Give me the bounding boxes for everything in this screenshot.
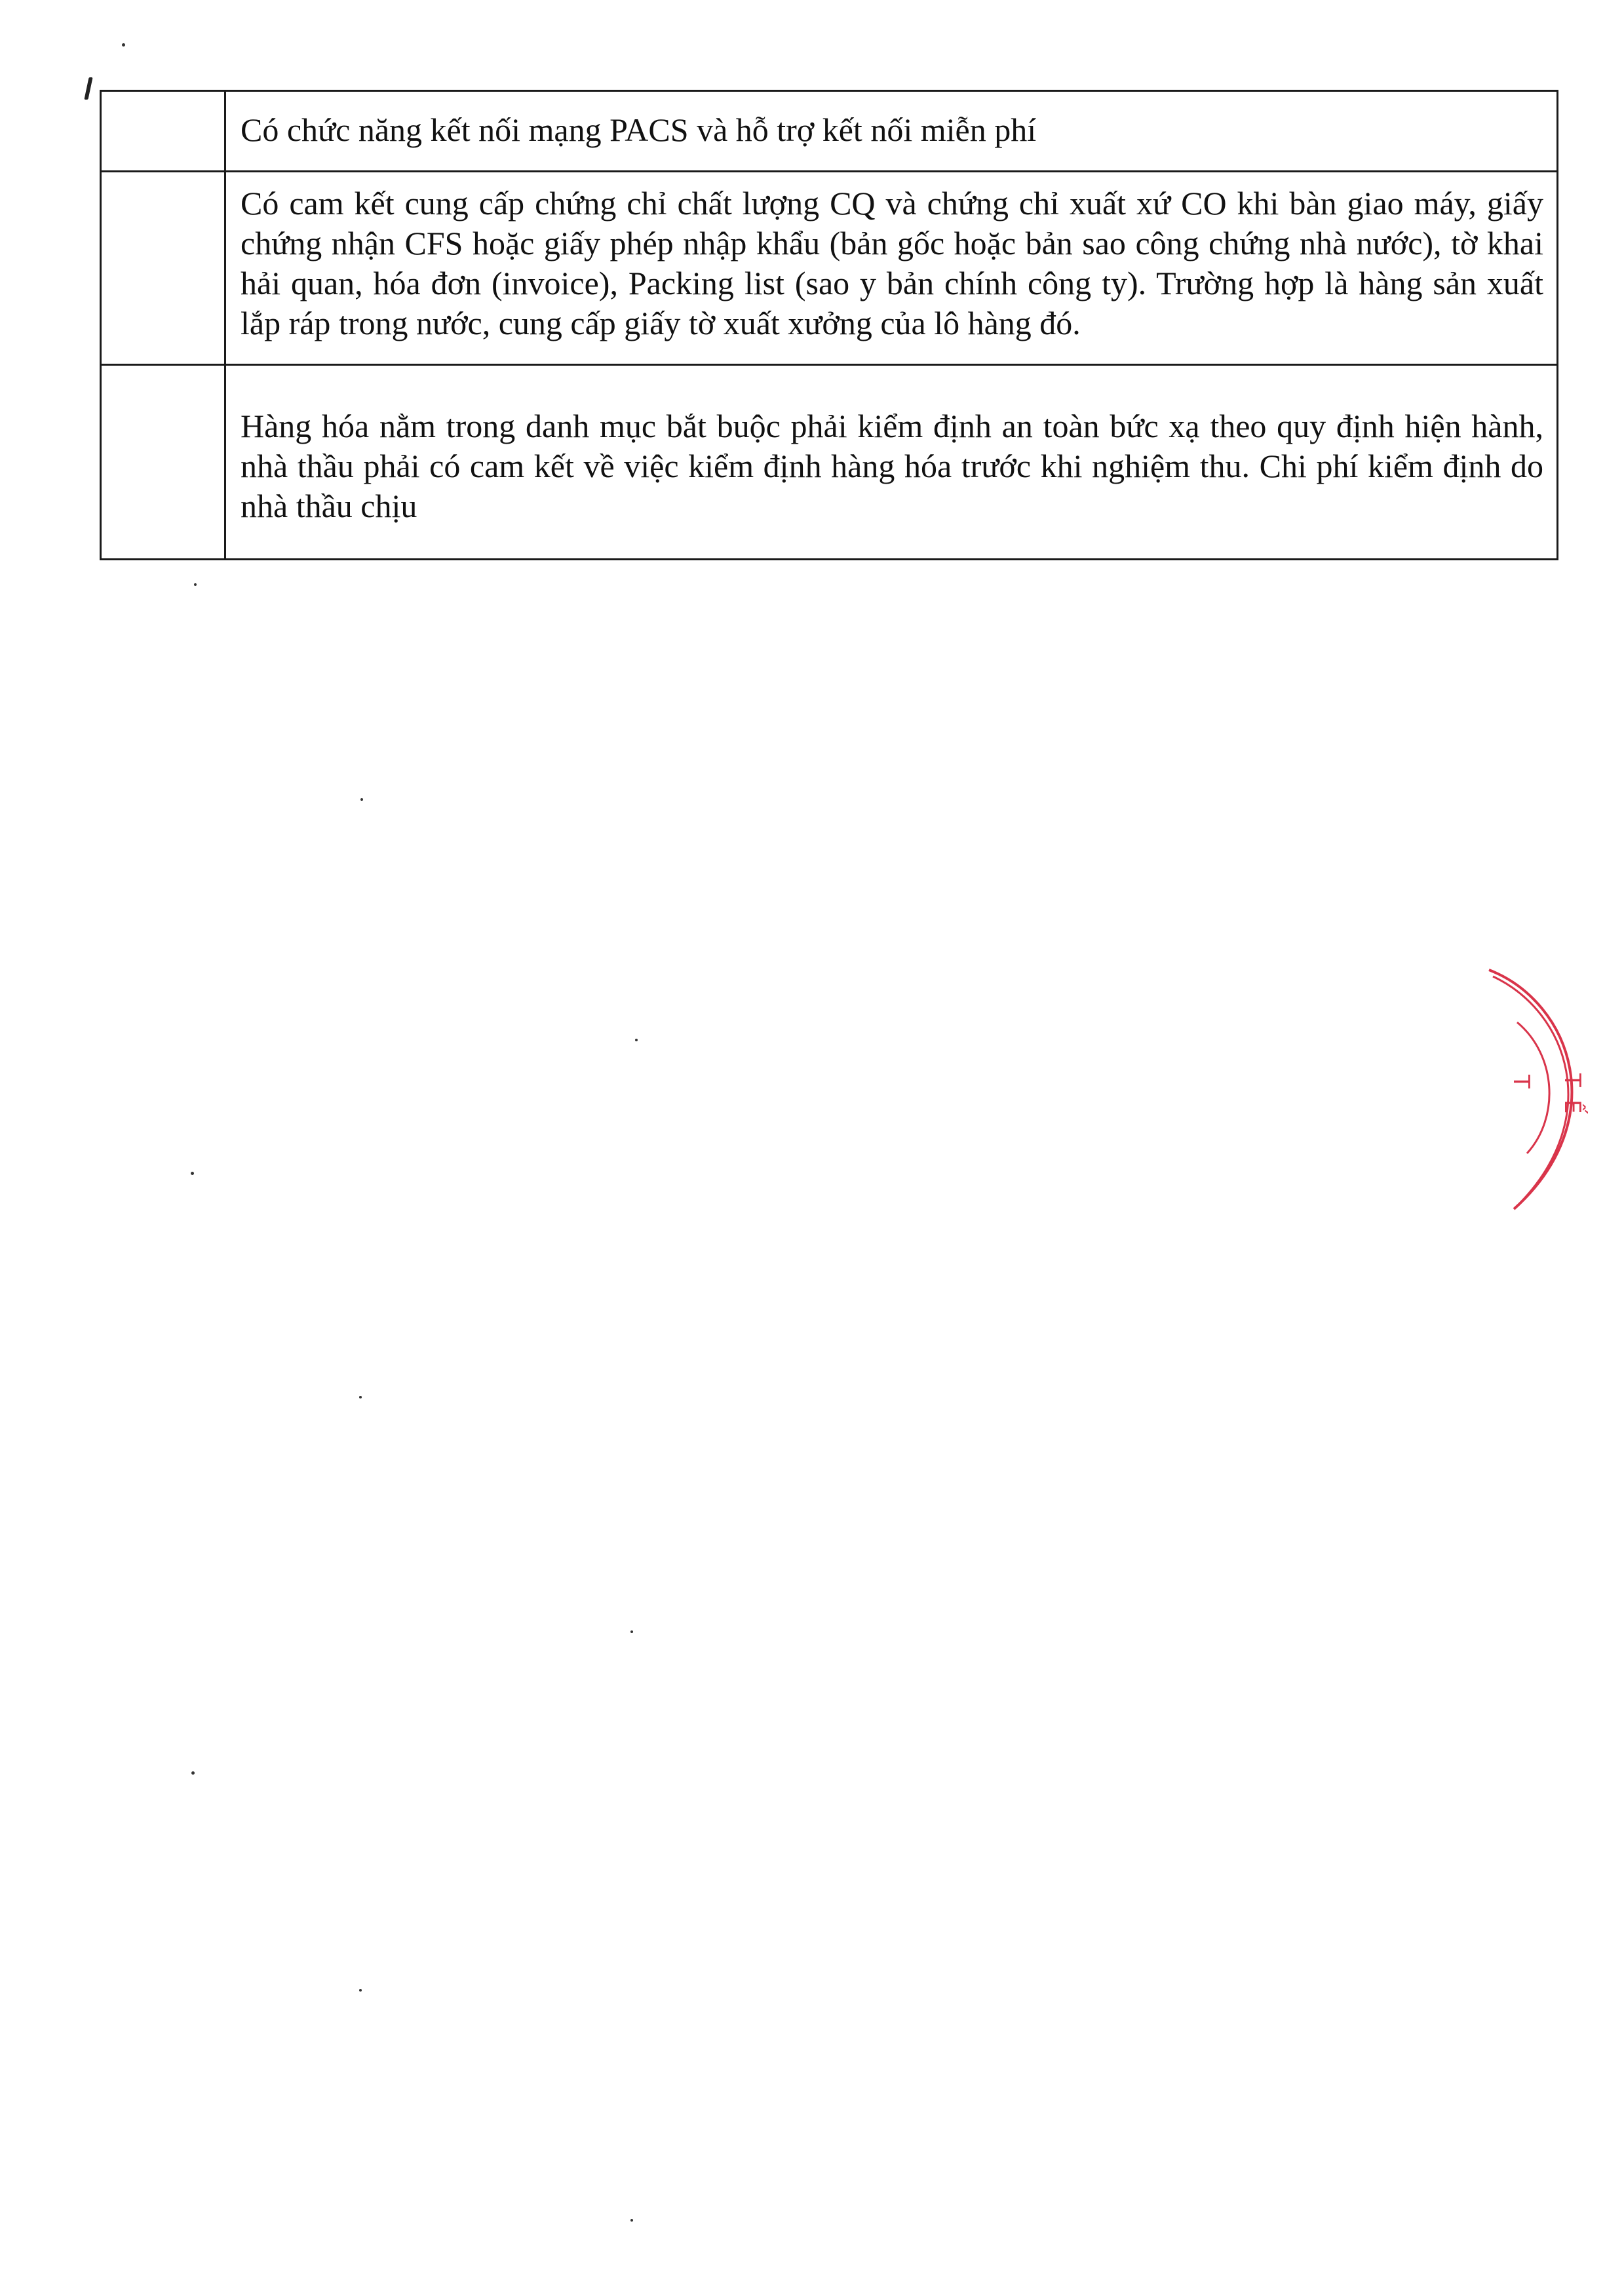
requirement-text: Có chức năng kết nối mạng PACS và hỗ trợ kết nối miễn phí [241, 111, 1037, 148]
scan-speck [194, 583, 197, 586]
requirement-text: Có cam kết cung cấp chứng chỉ chất lượng CQ và chứng chỉ xuất xứ CO khi bàn giao máy, giấy chứng nhận CFS hoặc giấy phép nhập khẩu (bản gốc hoặc bản sao công chứng nhà nước), tờ khai hải quan, hóa đơn (invoice), Packing list (sao y bản chính công ty). Trường hợp là hàng sản xuất lắp ráp trong nước, cung cấp giấy tờ xuất xưởng của lô hàng đó. [241, 185, 1543, 341]
scan-speck [359, 1989, 362, 1992]
scan-speck [635, 1039, 638, 1041]
row-index-cell [101, 365, 225, 560]
requirement-cell [225, 172, 1558, 365]
company-stamp [1488, 957, 1606, 1219]
table-row [101, 91, 1558, 172]
margin-mark [84, 77, 92, 100]
stamp-outer-ring [1489, 970, 1572, 1209]
scan-speck [630, 2219, 633, 2222]
scan-speck [360, 798, 363, 801]
scan-speck [630, 1630, 633, 1633]
requirement-cell [225, 365, 1558, 560]
scan-speck [191, 1771, 195, 1775]
requirement-cell [225, 91, 1558, 172]
row-index-cell [101, 172, 225, 365]
scan-speck [122, 43, 125, 47]
requirement-text: Hàng hóa nằm trong danh mục bắt buộc phải kiểm định an toàn bức xạ theo quy định hiện hành, nhà thầu phải có cam kết về việc kiểm định hàng hóa trước khi nghiệm thu. Chi phí kiểm định do nhà thầu chịu [241, 408, 1543, 524]
scan-speck [359, 1396, 362, 1398]
table-row [101, 172, 1558, 365]
stamp-letter: T [1559, 1073, 1585, 1087]
scan-speck [191, 1172, 194, 1175]
stamp-letter: Ế [1559, 1100, 1585, 1114]
stamp-letter: T [1508, 1075, 1534, 1089]
stamp-outer-ring-2 [1493, 976, 1568, 1203]
requirements-table [100, 90, 1558, 560]
table-row [101, 365, 1558, 560]
row-index-cell [101, 91, 225, 172]
